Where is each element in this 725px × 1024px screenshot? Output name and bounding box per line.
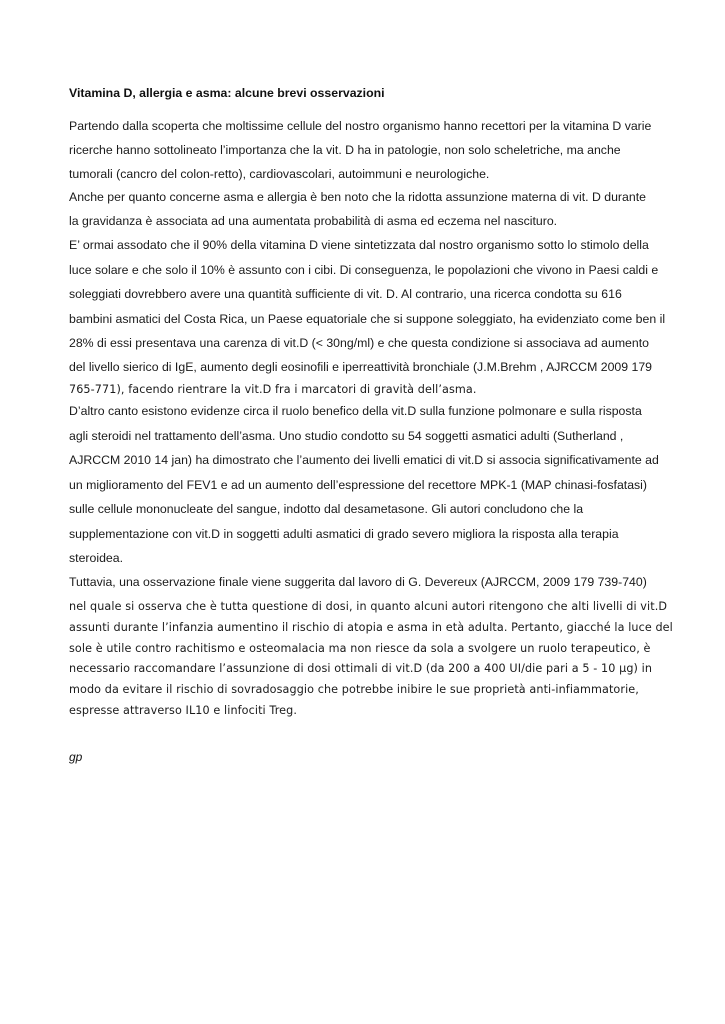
text-line: D’altro canto esistono evidenze circa il ruolo benefico della vit.D sulla funzione polmonare e sulla risposta (69, 404, 642, 418)
text-line: un miglioramento del FEV1 e ad un aumento dell’espressione del recettore MPK-1 (MAP chinasi-fosfatasi) (69, 478, 648, 492)
text-line: Tuttavia, una osservazione finale viene suggerita dal lavoro di G. Devereux (AJRCCM, 2009 179 739-740) (69, 575, 647, 589)
text-line: Anche per quanto concerne asma e allergia è ben noto che la ridotta assunzione materna di vit. D durante (69, 190, 646, 204)
text-line: Partendo dalla scoperta che moltissime cellule del nostro organismo hanno recettori per la vitamina D varie (69, 119, 652, 133)
text-line: bambini asmatici del Costa Rica, un Paese equatoriale che si suppone soleggiato, ha evidenziato come ben il (69, 312, 666, 326)
text-line: luce solare e che solo il 10% è assunto con i cibi. Di conseguenza, le popolazioni che vivono in Paesi caldi e (69, 263, 659, 277)
text-line: 765-771), facendo rientrare la vit.D fra i marcatori di gravità dell’asma. (69, 383, 477, 396)
text-line: soleggiati dovrebbero avere una quantità sufficiente di vit. D. Al contrario, una ricerca condotta su 616 (69, 287, 622, 301)
text-line: ricerche hanno sottolineato l’importanza che la vit. D ha in patologie, non solo scheletriche, ma anche (69, 143, 621, 157)
text-line: 28% di essi presentava una carenza di vit.D (< 30ng/ml) e che questa condizione si associava ad aumento (69, 336, 649, 350)
text-line: AJRCCM 2010 14 jan) ha dimostrato che l’aumento dei livelli ematici di vit.D si associa significativamente ad (69, 453, 659, 467)
text-line: necessario raccomandare l’assunzione di dosi ottimali di vit.D (da 200 a 400 UI/die pari a 5 - 10 µg) in (69, 662, 653, 675)
text-line: nel quale si osserva che è tutta questione di dosi, in quanto alcuni autori ritengono che alti livelli di vit.D (69, 600, 668, 613)
signature: gp (69, 750, 83, 764)
text-line: assunti durante l’infanzia aumentino il rischio di atopia e asma in età adulta. Pertanto, giacché la luce del (69, 621, 673, 634)
text-line: sulle cellule mononucleate del sangue, indotto dal desametasone. Gli autori concludono che la (69, 502, 584, 516)
text-line: tumorali (cancro del colon-retto), cardiovascolari, autoimmuni e neurologiche. (69, 167, 490, 181)
text-line: steroidea. (69, 551, 124, 565)
text-line: E’ ormai assodato che il 90% della vitamina D viene sintetizzata dal nostro organismo sotto lo stimolo della (69, 238, 649, 252)
text-line: supplementazione con vit.D in soggetti adulti asmatici di grado severo migliora la risposta alla terapia (69, 527, 619, 541)
text-line: modo da evitare il rischio di sovradosaggio che potrebbe inibire le sue proprietà anti-infiammatorie, (69, 683, 639, 696)
text-line: del livello sierico di IgE, aumento degli eosinofili e iperreattività bronchiale (J.M.Brehm , AJRCCM 2009 179 (69, 360, 653, 374)
text-line: la gravidanza è associata ad una aumentata probabilità di asma ed eczema nel nascituro. (69, 214, 558, 228)
text-line: espresse attraverso IL10 e linfociti Treg. (69, 704, 298, 717)
document-title: Vitamina D, allergia e asma: alcune brevi osservazioni (69, 86, 385, 100)
text-line: sole è utile contro rachitismo e osteomalacia ma non riesce da sola a svolgere un ruolo terapeutico, è (69, 642, 651, 655)
text-line: agli steroidi nel trattamento dell’asma. Uno studio condotto su 54 soggetti asmatici adulti (Sutherland , (69, 429, 624, 443)
